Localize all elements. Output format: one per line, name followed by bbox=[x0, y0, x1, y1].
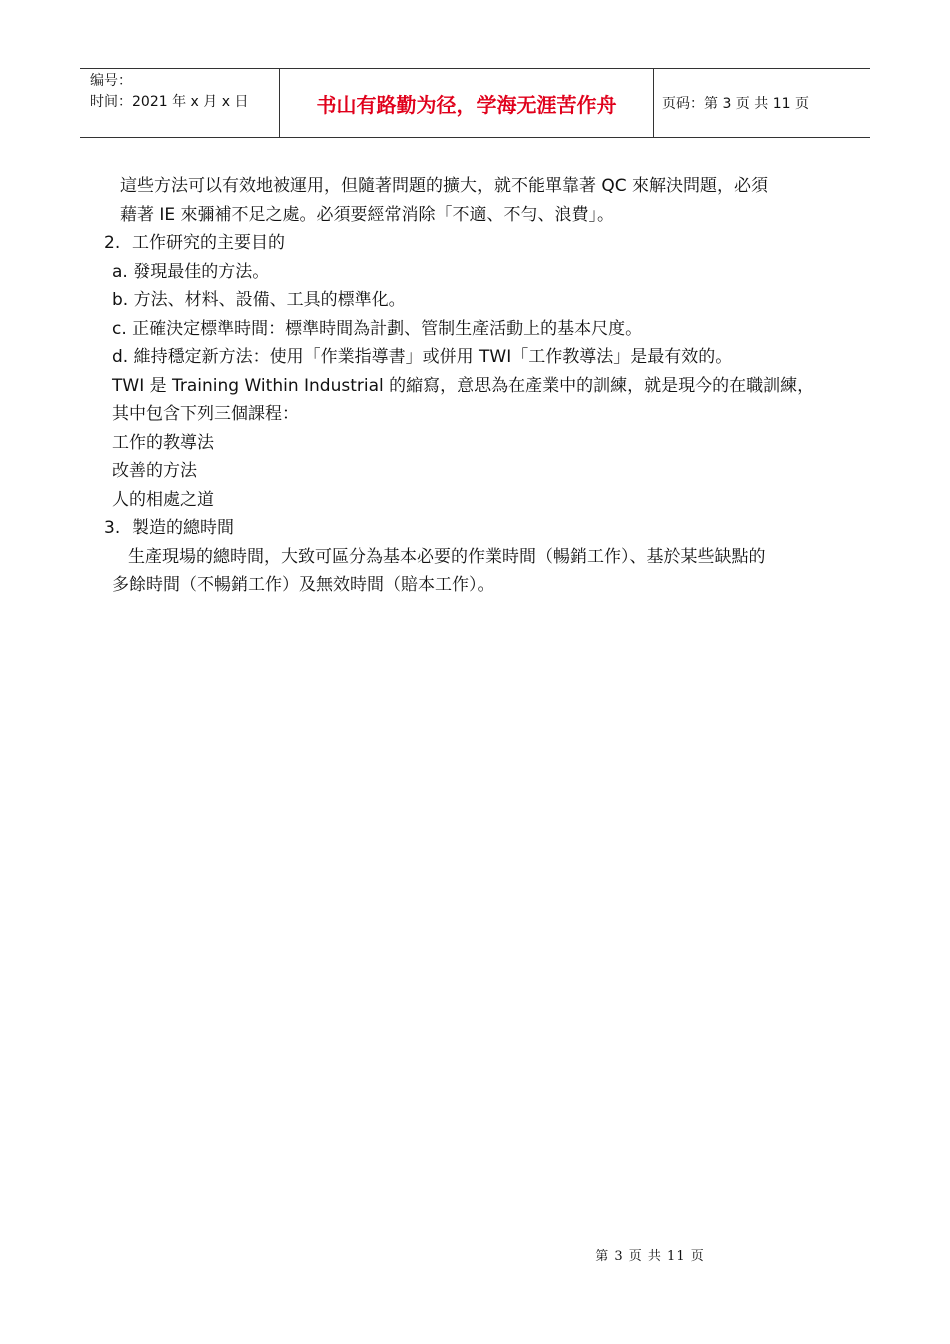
list-item: b. 方法、材料、設備、工具的標準化。 bbox=[112, 290, 406, 310]
code-label: 编号： bbox=[90, 73, 132, 89]
date-label: 时间：2021 年 x 月 x 日 bbox=[90, 94, 249, 110]
paragraph-line: TWI 是 Training Within Industrial 的縮寫，意思為在產業中的訓練，就是現今的在職訓練， bbox=[112, 375, 815, 396]
header-motto: 书山有路勤为径，学海无涯苦作舟 bbox=[280, 69, 654, 137]
section-heading-3 bbox=[104, 514, 872, 543]
paragraph-line: 生產現場的總時間，大致可區分為基本必要的作業時間（暢銷工作）、基於某些缺點的 bbox=[128, 546, 766, 567]
header-page-info: 页码：第 3 页 共 11 页 bbox=[662, 96, 809, 112]
paragraph-line: 多餘時間（不暢銷工作）及無效時間（賠本工作）。 bbox=[112, 575, 495, 595]
page-footer bbox=[0, 1245, 950, 1264]
list-item: c. 正確決定標準時間：標準時間為計劃、管制生產活動上的基本尺度。 bbox=[112, 318, 643, 339]
paragraph-line: 其中包含下列三個課程： bbox=[112, 404, 299, 424]
section-title: 製造的總時間 bbox=[132, 518, 234, 538]
page-header bbox=[80, 68, 870, 138]
list-item: a. 發現最佳的方法。 bbox=[112, 261, 270, 282]
section-heading-2 bbox=[104, 229, 872, 258]
section-number: 3. bbox=[104, 518, 121, 538]
course-item: 人的相處之道 bbox=[112, 489, 214, 510]
paragraph-line: 藉著 IE 來彌補不足之處。必須要經常消除「不適、不勻、浪費」。 bbox=[120, 204, 615, 225]
section-title: 工作研究的主要目的 bbox=[132, 233, 285, 253]
course-item: 工作的教導法 bbox=[112, 432, 214, 453]
list-item: d. 維持穩定新方法：使用「作業指導書」或併用 TWI「工作教導法」是最有效的。 bbox=[112, 347, 733, 367]
section-number: 2. bbox=[104, 233, 121, 253]
footer-page-number: 第 3 页 共 11 页 bbox=[595, 1249, 705, 1264]
document-body bbox=[104, 172, 872, 600]
header-meta bbox=[80, 69, 280, 137]
paragraph-line: 這些方法可以有效地被運用，但隨著問題的擴大，就不能單靠著 QC 來解決問題，必須 bbox=[120, 176, 769, 196]
course-item: 改善的方法 bbox=[112, 461, 197, 481]
